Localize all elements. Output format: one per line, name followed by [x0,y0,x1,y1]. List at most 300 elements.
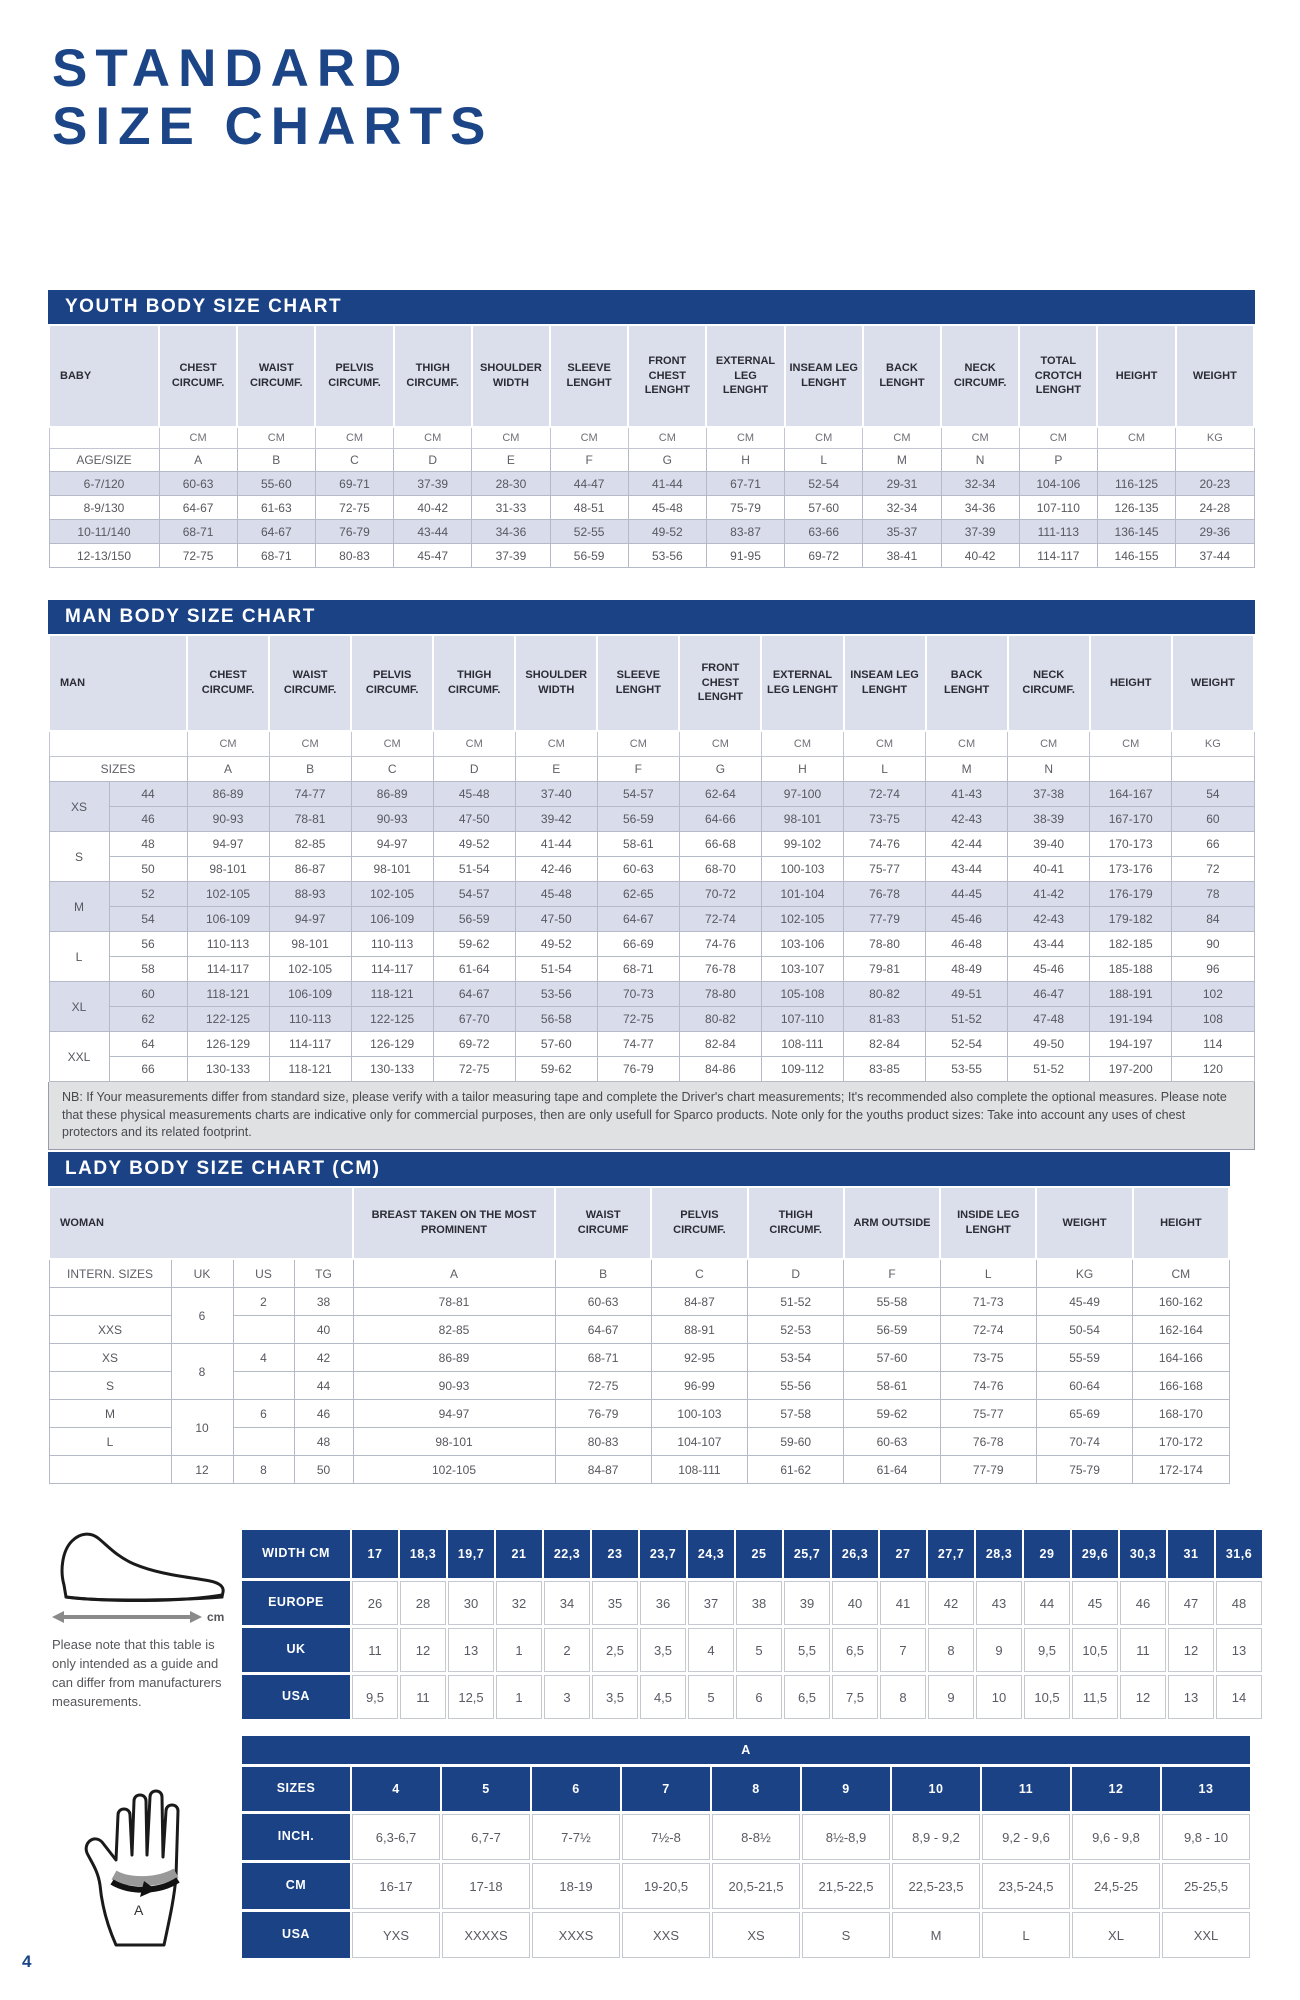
size-group-label: L [49,932,109,982]
letter-cell: M [926,757,1008,782]
shoe-size-cell: 1 [496,1628,542,1672]
shoe-size-cell: 10,5 [1024,1675,1070,1719]
table-cell: 114-117 [351,957,433,982]
shoe-size-cell: 44 [1024,1581,1070,1625]
glove-size-cell: 4 [352,1767,440,1811]
unit-cell: CM [433,731,515,757]
table-cell: 59-62 [515,1057,597,1082]
table-cell: 39-40 [1008,832,1090,857]
column-header: INSEAM LEG LENGHT [844,635,926,731]
table-cell: 39-42 [515,807,597,832]
size-row-label: SIZES [49,757,187,782]
table-cell: 108 [1172,1007,1254,1032]
glove-size-chart-section [52,1733,1252,1961]
table-cell: 122-125 [187,1007,269,1032]
uk-size-cell: 12 [171,1456,233,1484]
unit-cell: CM [159,427,237,449]
size-group-label: XXL [49,1032,109,1082]
glove-size-cell: 7 [622,1767,710,1811]
table-cell: 72 [1172,857,1254,882]
unit-cell: CM [1008,731,1090,757]
table-cell: 188-191 [1090,982,1172,1007]
table-cell: 86-89 [353,1344,555,1372]
table-cell: 31-33 [472,496,550,520]
column-header: BACK LENGHT [926,635,1008,731]
glove-size-cell: 6,7-7 [442,1814,530,1860]
table-cell: 96 [1172,957,1254,982]
unit-cell: CM [926,731,1008,757]
first-column-header: BABY [49,325,159,427]
letter-cell: E [515,757,597,782]
glove-row-label: SIZES [242,1767,350,1811]
shoe-size-cell: 37 [688,1581,734,1625]
letter-cell: M [863,449,941,472]
table-cell: 45-46 [1008,957,1090,982]
glove-size-cell: XS [712,1912,800,1958]
glove-size-cell: 9,2 - 9,6 [982,1814,1070,1860]
letter-cell: G [628,449,706,472]
shoe-table-host [240,1527,1264,1722]
table-cell: 66-68 [679,832,761,857]
row-label: 10-11/140 [49,520,159,544]
table-cell: 102-105 [269,957,351,982]
table-cell: 52-53 [748,1316,844,1344]
table-cell: 59-60 [748,1428,844,1456]
shoe-size-cell: 13 [1216,1628,1262,1672]
table-cell: 162-164 [1133,1316,1229,1344]
unit-cell: CM [706,427,784,449]
table-cell: 72-75 [555,1372,651,1400]
glove-size-cell: 6 [532,1767,620,1811]
table-cell: 52-55 [550,520,628,544]
letter-cell: A [159,449,237,472]
table-cell: 56-59 [550,544,628,568]
lady-size-chart-section [48,1152,1230,1484]
column-header: WEIGHT [1036,1187,1132,1259]
unit-cell: CM [941,427,1019,449]
table-cell: 51-54 [515,957,597,982]
table-cell: 28-30 [472,472,550,496]
shoe-size-cell: 11,5 [1072,1675,1118,1719]
us-size-cell [233,1428,294,1456]
table-cell: 194-197 [1090,1032,1172,1057]
table-cell: 70-72 [679,882,761,907]
shoe-size-cell: 30 [448,1581,494,1625]
table-cell: 64-67 [433,982,515,1007]
lady-table-host [48,1186,1230,1484]
table-cell: 60-63 [159,472,237,496]
uk-size-cell: 6 [171,1288,233,1344]
shoe-size-cell: 35 [592,1581,638,1625]
size-number: 60 [109,982,187,1007]
table-cell: 130-133 [351,1057,433,1082]
glove-size-cell: 7-7½ [532,1814,620,1860]
table-cell: 74-77 [269,782,351,807]
table-cell: 46-47 [1008,982,1090,1007]
table-cell: 74-76 [940,1372,1036,1400]
youth-size-chart-section [48,290,1255,568]
shoe-width-value: 21 [496,1530,542,1578]
table-cell: 78-81 [269,807,351,832]
column-header: CHEST CIRCUMF. [159,325,237,427]
letter-cell: C [315,449,393,472]
table-cell: 126-135 [1097,496,1175,520]
table-cell: 84-86 [679,1057,761,1082]
tg-size-cell: 38 [294,1288,353,1316]
table-cell: 84-87 [651,1288,747,1316]
table-cell: 74-77 [597,1032,679,1057]
table-cell: 68-71 [237,544,315,568]
letter-cell: F [844,1259,940,1288]
table-cell: 80-83 [315,544,393,568]
table-cell: 68-71 [159,520,237,544]
letter-cell: L [940,1259,1036,1288]
tg-size-cell: 44 [294,1372,353,1400]
table-cell: 102-105 [353,1456,555,1484]
column-header: HEIGHT [1133,1187,1229,1259]
column-header: FRONT CHEST LENGHT [679,635,761,731]
shoe-size-cell: 40 [832,1581,878,1625]
shoe-size-cell: 9 [928,1675,974,1719]
table-cell: 41-43 [926,782,1008,807]
shoe-size-cell: 4 [688,1628,734,1672]
table-cell: 99-102 [761,832,843,857]
table-cell: 47-50 [433,807,515,832]
table-cell: 37-39 [941,520,1019,544]
table-cell: 61-62 [748,1456,844,1484]
column-header: SHOULDER WIDTH [515,635,597,731]
table-cell: 68-71 [597,957,679,982]
unit-cell: KG [1172,731,1254,757]
table-cell: 98-101 [269,932,351,957]
table-cell: 77-79 [844,907,926,932]
shoe-size-cell: 12 [1168,1628,1214,1672]
letter-cell: N [1008,757,1090,782]
us-size-cell [233,1316,294,1344]
man-chart-title-bar [48,600,1255,634]
glove-size-cell: 7½-8 [622,1814,710,1860]
table-cell: 88-91 [651,1316,747,1344]
table-cell: 102-105 [761,907,843,932]
shoe-size-cell: 11 [352,1628,398,1672]
unit-cell: CM [761,731,843,757]
glove-size-cell: XXXXS [442,1912,530,1958]
table-cell: 110-113 [351,932,433,957]
table-cell: 51-52 [748,1288,844,1316]
table-cell: 86-87 [269,857,351,882]
letter-cell [1176,449,1254,472]
shoe-chart-note: Please note that this table is only intended as a guide and can differ from manufacturers measurements. [52,1637,222,1709]
table-cell: 51-52 [926,1007,1008,1032]
table-cell: 172-174 [1133,1456,1229,1484]
shoe-size-table [240,1527,1264,1722]
unit-cell: CM [1090,731,1172,757]
column-header: TOTAL CROTCH LENGHT [1019,325,1097,427]
letter-cell [1097,449,1175,472]
measurement-note: NB: If Your measurements differ from standard size, please verify with a tailor measuring tape and complete the Driver's chart measurements; It's recommended also complete the optional measures. Please note that these physical measurements charts are indicative only for commercial purposes, then are only usefull for Sparco products. Note only for the youths product sizes: Take into account any uses of chest protectors and its related footprint. [48,1082,1255,1150]
shoe-row-label: USA [242,1675,350,1719]
shoe-size-cell: 39 [784,1581,830,1625]
row-label: 6-7/120 [49,472,159,496]
column-header: THIGH CIRCUMF. [433,635,515,731]
measure-arrow-icon [52,1610,202,1624]
glove-size-cell: XXL [1162,1912,1250,1958]
table-cell: 79-81 [844,957,926,982]
letter-cell: H [706,449,784,472]
column-header: FRONT CHEST LENGHT [628,325,706,427]
table-cell: 40-42 [941,544,1019,568]
column-header: HEIGHT [1090,635,1172,731]
table-cell: 75-79 [1036,1456,1132,1484]
column-header: SLEEVE LENGHT [550,325,628,427]
glove-size-cell: 11 [982,1767,1070,1811]
table-cell: 98-101 [353,1428,555,1456]
table-cell: 122-125 [351,1007,433,1032]
table-cell: 43-44 [394,520,472,544]
glove-size-cell: 23,5-24,5 [982,1863,1070,1909]
table-cell: 72-74 [940,1316,1036,1344]
size-number: 44 [109,782,187,807]
table-cell: 76-79 [315,520,393,544]
page-title-line2: SIZE CHARTS [52,97,494,156]
table-cell: 24-28 [1176,496,1254,520]
table-cell: 109-112 [761,1057,843,1082]
table-cell: 70-74 [1036,1428,1132,1456]
letter-cell: G [679,757,761,782]
glove-size-cell: S [802,1912,890,1958]
table-cell: 47-50 [515,907,597,932]
shoe-size-cell: 9 [976,1628,1022,1672]
unit-cell: KG [1176,427,1254,449]
letter-cell [1172,757,1254,782]
unit-cell: CM [863,427,941,449]
table-cell: 98-101 [187,857,269,882]
shoe-size-cell: 12 [1120,1675,1166,1719]
table-cell: 70-73 [597,982,679,1007]
glove-size-cell: 9,6 - 9,8 [1072,1814,1160,1860]
table-cell: 67-71 [706,472,784,496]
table-cell: 58-61 [597,832,679,857]
table-cell: 76-78 [940,1428,1036,1456]
table-cell: 56-58 [515,1007,597,1032]
arrow-unit-label: cm [207,1610,225,1624]
table-cell: 73-75 [940,1344,1036,1372]
glove-size-cell: 19-20,5 [622,1863,710,1909]
shoe-size-cell: 28 [400,1581,446,1625]
table-cell: 102 [1172,982,1254,1007]
shoe-size-cell: 5 [736,1628,782,1672]
table-cell: 65-69 [1036,1400,1132,1428]
table-cell: 32-34 [863,496,941,520]
shoe-size-cell: 48 [1216,1581,1262,1625]
table-cell: 43-44 [926,857,1008,882]
glove-size-cell: 8,9 - 9,2 [892,1814,980,1860]
shoe-width-value: 26,3 [832,1530,878,1578]
unit-cell: CM [515,731,597,757]
table-cell: 45-49 [1036,1288,1132,1316]
table-cell: 72-75 [315,496,393,520]
size-number: 52 [109,882,187,907]
table-cell: 179-182 [1090,907,1172,932]
table-cell: 71-73 [940,1288,1036,1316]
table-cell: 57-60 [785,496,863,520]
table-cell: 96-99 [651,1372,747,1400]
shoe-size-cell: 14 [1216,1675,1262,1719]
table-cell: 41-42 [1008,882,1090,907]
intern-size-cell: XS [49,1344,171,1372]
table-cell: 62-65 [597,882,679,907]
table-cell: 52-54 [926,1032,1008,1057]
table-cell: 106-109 [187,907,269,932]
table-cell: 47-48 [1008,1007,1090,1032]
table-cell: 49-52 [628,520,706,544]
column-header: INSIDE LEG LENGHT [940,1187,1036,1259]
unit-cell: CM [785,427,863,449]
table-cell: 43-44 [1008,932,1090,957]
shoe-width-value: 29,6 [1072,1530,1118,1578]
table-cell: 170-172 [1133,1428,1229,1456]
column-header: WEIGHT [1176,325,1254,427]
column-header: NECK CIRCUMF. [941,325,1019,427]
table-cell: 61-63 [237,496,315,520]
table-cell: 55-60 [237,472,315,496]
table-cell: 114 [1172,1032,1254,1057]
size-number: 50 [109,857,187,882]
shoe-size-cell: 6,5 [832,1628,878,1672]
hand-measure-figure [76,1767,206,1954]
glove-size-cell: 16-17 [352,1863,440,1909]
shoe-width-value: 24,3 [688,1530,734,1578]
letter-cell: B [237,449,315,472]
table-cell: 120 [1172,1057,1254,1082]
letter-cell [1090,757,1172,782]
letter-cell: L [785,449,863,472]
lady-chart-title: LADY BODY SIZE CHART (CM) [65,1158,381,1179]
table-cell: 53-56 [628,544,706,568]
table-cell: 60-63 [555,1288,651,1316]
tg-size-cell: 40 [294,1316,353,1344]
shoe-width-value: 27,7 [928,1530,974,1578]
table-cell: 40-42 [394,496,472,520]
unit-cell: CM [550,427,628,449]
table-cell: 104-107 [651,1428,747,1456]
table-cell: 77-79 [940,1456,1036,1484]
shoe-width-value: 25 [736,1530,782,1578]
table-cell: 58-61 [844,1372,940,1400]
table-cell: 94-97 [269,907,351,932]
letter-cell: C [351,757,433,782]
table-cell: 45-48 [628,496,706,520]
table-cell: 173-176 [1090,857,1172,882]
shoe-size-cell: 43 [976,1581,1022,1625]
intern-size-cell: M [49,1400,171,1428]
intern-size-cell [49,1456,171,1484]
unit-cell: CM [351,731,433,757]
table-cell: 54 [1172,782,1254,807]
table-cell: 76-78 [844,882,926,907]
glove-measure-header: A [242,1736,1250,1764]
size-group-label: S [49,832,109,882]
table-cell: 56-59 [433,907,515,932]
table-cell: 34-36 [472,520,550,544]
shoe-width-value: 31 [1168,1530,1214,1578]
column-header: WAIST CIRCUMF [555,1187,651,1259]
unit-cell [49,731,187,757]
page-title-line1: STANDARD [52,39,410,98]
shoe-size-cell: 46 [1120,1581,1166,1625]
table-cell: 107-110 [1019,496,1097,520]
table-cell: 94-97 [351,832,433,857]
table-cell: 72-74 [844,782,926,807]
glove-size-cell: 9,8 - 10 [1162,1814,1250,1860]
table-cell: 50-54 [1036,1316,1132,1344]
table-cell: 104-106 [1019,472,1097,496]
table-cell: 80-82 [844,982,926,1007]
unit-cell [49,427,159,449]
table-cell: 52-54 [785,472,863,496]
table-cell: 86-89 [351,782,433,807]
shoe-size-cell: 6,5 [784,1675,830,1719]
letter-cell: P [1019,449,1097,472]
table-cell: 110-113 [269,1007,351,1032]
tg-size-cell: 46 [294,1400,353,1428]
unit-cell: CM [679,731,761,757]
glove-size-cell: 8 [712,1767,800,1811]
us-size-cell: 6 [233,1400,294,1428]
table-cell: 106-109 [269,982,351,1007]
table-cell: 60 [1172,807,1254,832]
column-header: PELVIS CIRCUMF. [315,325,393,427]
table-cell: 73-75 [844,807,926,832]
table-cell: 191-194 [1090,1007,1172,1032]
column-header: THIGH CIRCUMF. [748,1187,844,1259]
shoe-size-cell: 42 [928,1581,974,1625]
table-cell: 69-72 [785,544,863,568]
shoe-row-label: UK [242,1628,350,1672]
table-cell: 45-48 [433,782,515,807]
table-cell: 86-89 [187,782,269,807]
table-cell: 197-200 [1090,1057,1172,1082]
shoe-size-cell: 9,5 [352,1675,398,1719]
table-cell: 82-85 [353,1316,555,1344]
table-cell: 78-80 [844,932,926,957]
column-header: BACK LENGHT [863,325,941,427]
column-header: NECK CIRCUMF. [1008,635,1090,731]
table-cell: 80-82 [679,1007,761,1032]
intern-size-cell: XXS [49,1316,171,1344]
row-label: 8-9/130 [49,496,159,520]
intern-size-cell: S [49,1372,171,1400]
table-cell: 37-40 [515,782,597,807]
uk-size-cell: 8 [171,1344,233,1400]
shoe-size-cell: 47 [1168,1581,1214,1625]
column-header: ARM OUTSIDE [844,1187,940,1259]
table-cell: 60-64 [1036,1372,1132,1400]
table-cell: 72-75 [433,1057,515,1082]
column-header: BREAST TAKEN ON THE MOST PROMINENT [353,1187,555,1259]
table-cell: 64-67 [555,1316,651,1344]
glove-size-cell: 17-18 [442,1863,530,1909]
table-cell: 90 [1172,932,1254,957]
table-cell: 57-58 [748,1400,844,1428]
tg-size-cell: 42 [294,1344,353,1372]
table-cell: 72-74 [679,907,761,932]
table-cell: 80-83 [555,1428,651,1456]
table-cell: 160-162 [1133,1288,1229,1316]
table-cell: 136-145 [1097,520,1175,544]
column-header: SHOULDER WIDTH [472,325,550,427]
table-cell: 75-77 [844,857,926,882]
